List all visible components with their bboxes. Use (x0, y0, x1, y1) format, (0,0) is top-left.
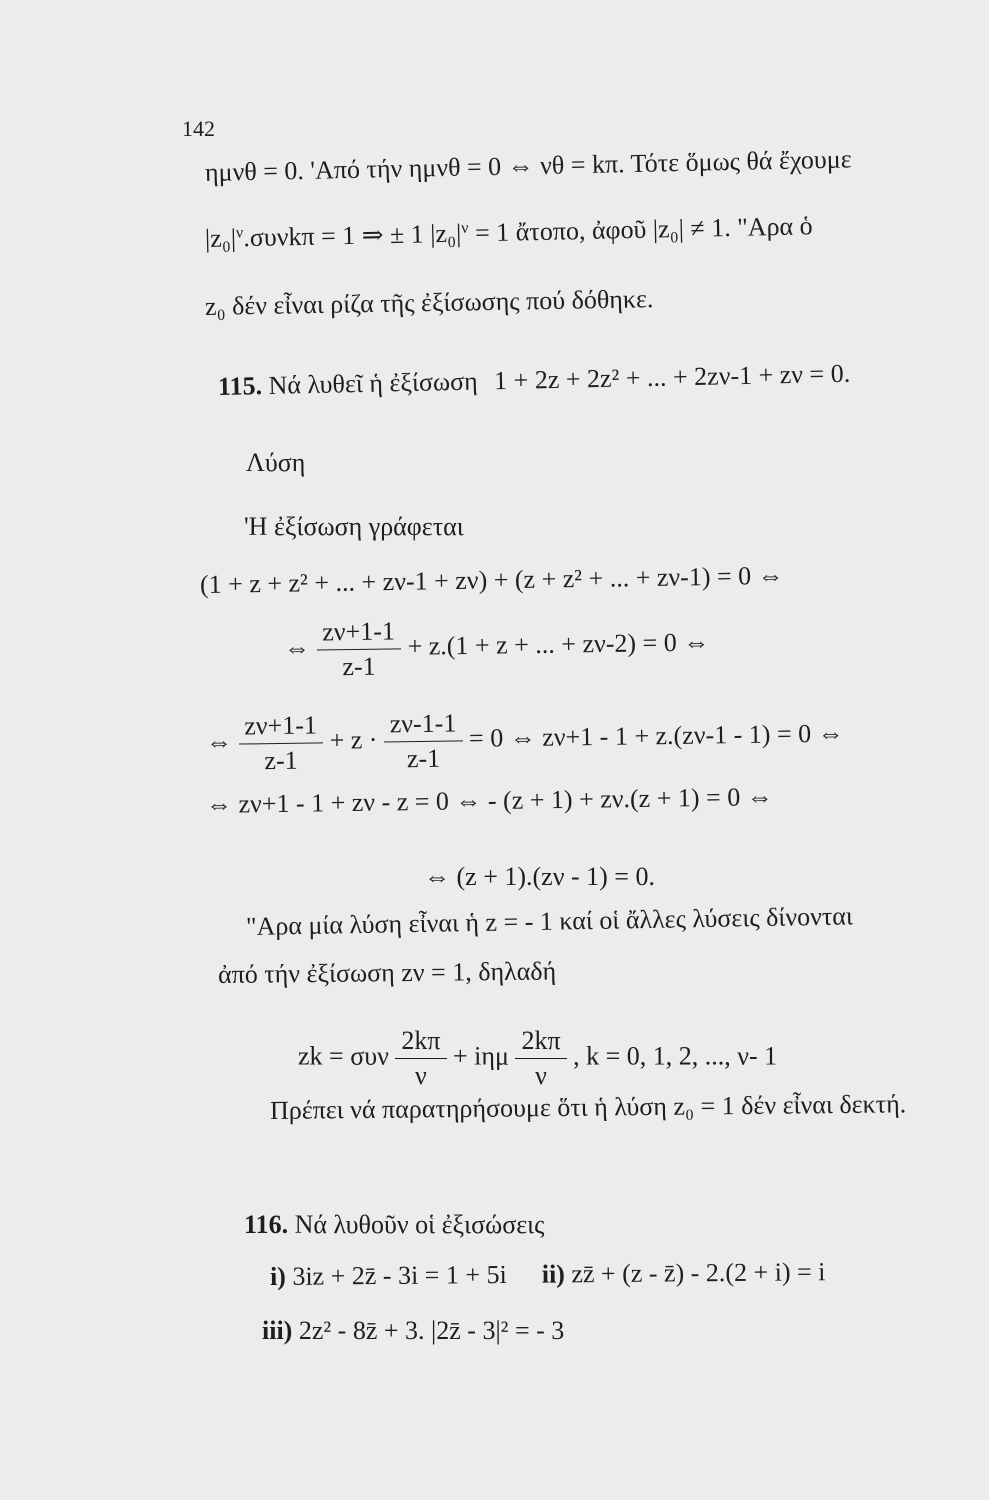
exercise-116-row-1 (270, 1257, 826, 1292)
exponent-nu: ν (235, 224, 244, 242)
item-i-equation: 3iz + 2z̄ - 3i = 1 + 5i (292, 1259, 507, 1291)
text-line-2-mid: .συνkπ = 1 ⇒ ± 1 |z₀| (242, 218, 462, 253)
item-label: iii) (262, 1316, 293, 1345)
step-3-rest: = 0 ⇔ zν+1 - 1 + z.(zν-1 - 1) = 0 ⇔ (468, 718, 844, 753)
exercise-prompt: Νά λυθοῦν οἱ ἐξισώσεις (294, 1210, 545, 1239)
step-2: ⇔ $\frac{z\nu+1-1}{z-1}$ + z.(1 + z + ... + zν-2) = 0 ⇔ (283, 616, 710, 682)
step-3: ⇔ $\frac{z\nu+1-1}{z-1}$ + z · $\frac{z\nu-1-1}{z-1}$ = 0 ⇔ zν+1 - 1 + z.(zν-1 - 1) = 0 ⇔ (205, 708, 844, 776)
conclusion-line-1: "Αρα μία λύση εἶναι ἡ z = - 1 καί οἱ ἄλλες λύσεις δίνονται (245, 901, 854, 941)
roots-tail: , k = 0, 1, 2, ..., ν- 1 (573, 1041, 778, 1071)
roots-lhs: zk = συν (298, 1041, 389, 1071)
item-label: ii) (541, 1259, 566, 1289)
exercise-prompt: Νά λυθεῖ ἡ ἐξίσωση (268, 366, 478, 400)
roots-mid: + iημ (453, 1041, 509, 1071)
step-4: ⇔ zν+1 - 1 + zν - z = 0 ⇔ - (z + 1) + zν.(z + 1) = 0 ⇔ (205, 782, 773, 819)
roots-formula (298, 1026, 777, 1091)
modulus-z0: |z₀| (204, 223, 237, 253)
text-line-2-end: = 1 ἄτοπο, ἀφοῦ |z₀| ≠ 1. "Αρα ὁ (468, 211, 813, 248)
item-iii-equation: 2z² - 8z̄ + 3. |2z̄ - 3|² = - 3 (298, 1316, 565, 1345)
page-number: 142 (182, 116, 215, 141)
exercise-116-heading (244, 1210, 544, 1240)
text-line-1: ημνθ = 0. 'Από τήν ημνθ = 0 ⇔ νθ = kπ. Τότε ὅμως θά ἔχουμε (204, 144, 852, 187)
exercise-number: 115. (217, 371, 263, 401)
step-2-rest: + z.(1 + z + ... + zν-2) = 0 ⇔ (407, 627, 710, 661)
solution-intro: 'Η ἐξίσωση γράφεται (244, 512, 464, 541)
item-label: i) (269, 1261, 287, 1291)
exponent-nu: ν (460, 219, 469, 237)
text-line-2 (205, 211, 813, 254)
exercise-equation: 1 + 2z + 2z² + ... + 2zν-1 + zν = 0. (493, 358, 851, 396)
solution-label: Λύση (246, 448, 306, 477)
item-ii-equation: zz̄ + (z - z̄) - 2.(2 + i) = i (571, 1257, 826, 1289)
text-line-3: z₀ δέν εἶναι ρίζα τῆς ἐξίσωσης πού δόθηκε. (204, 284, 654, 321)
fraction: $\frac{2k\pi}{\nu}$ (515, 1026, 566, 1091)
step-5: ⇔ (z + 1).(zν - 1) = 0. (424, 862, 655, 891)
fraction: $\frac{z\nu+1-1}{z-1}$ (238, 710, 324, 776)
fraction: $\frac{z\nu+1-1}{z-1}$ (316, 616, 402, 682)
fraction: $\frac{2k\pi}{\nu}$ (395, 1026, 446, 1091)
step-1: (1 + z + z² + ... + zν-1 + zν) + (z + z² + ... + zν-1) = 0 ⇔ (199, 560, 784, 599)
exercise-116-row-2 (262, 1316, 564, 1346)
exercise-115-heading (218, 359, 851, 402)
note: Πρέπει νά παρατηρήσουμε ὅτι ἡ λύση z₀ = 1 δέν εἶναι δεκτή. (269, 1089, 907, 1125)
fraction: $\frac{z\nu-1-1}{z-1}$ (384, 708, 464, 774)
exercise-number: 116. (244, 1210, 289, 1239)
conclusion-line-2: ἀπό τήν ἐξίσωση zν = 1, δηλαδή (217, 956, 557, 989)
